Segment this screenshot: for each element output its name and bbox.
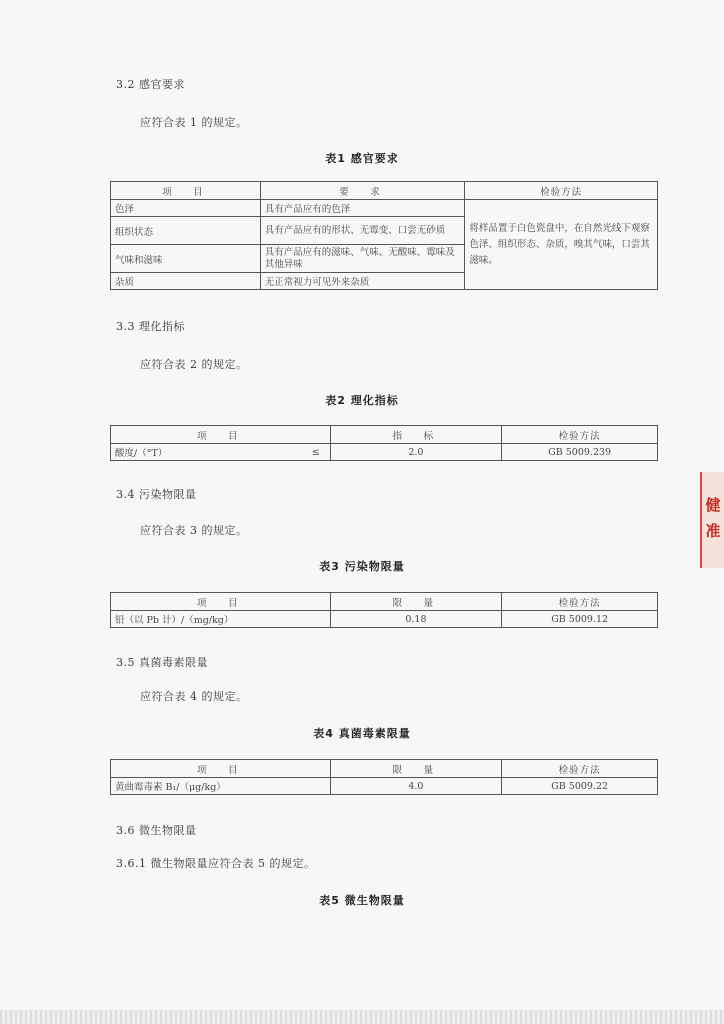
table1-row1-req: 具有产品应有的色泽 [260,200,465,217]
section-3-6-heading: 3.6 微生物限量 [116,824,197,837]
section-3-3-heading: 3.3 理化指标 [116,320,185,333]
table1-row2-req: 具有产品应有的形状、无霉变、口尝无砂质 [260,217,465,245]
side-tab-char-2: 准 [705,522,721,540]
table1-header-method: 检验方法 [465,182,658,200]
section-3-3-text: 应符合表 2 的规定。 [140,358,248,371]
table3-row-item: 铅（以 Pb 计）/（mg/kg） [111,611,331,628]
table1-row4-req: 无正常视力可见外来杂质 [260,273,465,290]
table3-header-item: 项 目 [111,593,331,611]
table2-row-value: 2.0 [330,444,502,461]
table1-row3-req: 具有产品应有的滋味、气味、无酸味、霉味及其他异味 [260,245,465,273]
table2-row-method: GB 5009.239 [502,444,658,461]
table1-sensory [110,181,658,290]
section-3-5-heading: 3.5 真菌毒素限量 [116,656,208,669]
table4-row-method: GB 5009.22 [502,778,658,795]
table3-row-method: GB 5009.12 [502,611,658,628]
table1-row4-item: 杂质 [111,273,261,290]
table4-header-method: 检验方法 [502,760,658,778]
table4-row-value: 4.0 [330,778,502,795]
table1-header-requirement: 要 求 [260,182,465,200]
table1-header-item: 项 目 [111,182,261,200]
section-3-6-1-text: 3.6.1 微生物限量应符合表 5 的规定。 [116,857,316,870]
section-3-2-text: 应符合表 1 的规定。 [140,116,248,129]
table4-row-item: 黄曲霉毒素 B₁/（μg/kg） [111,778,331,795]
table5-caption: 表5 微生物限量 [319,894,405,907]
table4-caption: 表4 真菌毒素限量 [313,727,411,740]
section-3-2-heading: 3.2 感官要求 [116,78,185,91]
table1-caption: 表1 感官要求 [325,152,399,165]
table1-row3-item: 气味和滋味 [111,245,261,273]
table2-header-index: 指 标 [330,426,502,444]
table4-header-item: 项 目 [111,760,331,778]
table4-mycotoxins [110,759,658,795]
table2-header-item: 项 目 [111,426,331,444]
table3-caption: 表3 污染物限量 [319,560,405,573]
table3-contaminants [110,592,658,628]
table3-header-limit: 限 量 [330,593,502,611]
table1-row1-item: 色泽 [111,200,261,217]
table1-method: 将样品置于白色瓷盘中，在自然光线下观察色泽、组织形态、杂质，嗅其气味，口尝其滋味。 [465,200,658,290]
table1-row2-item: 组织状态 [111,217,261,245]
table3-row-value: 0.18 [330,611,502,628]
table2-caption: 表2 理化指标 [325,394,399,407]
side-tab-char-1: 健 [705,496,721,514]
table2-physicochemical [110,425,658,461]
table4-header-limit: 限 量 [330,760,502,778]
side-index-tab [700,472,724,568]
table2-row-operator: ≤ [302,444,330,461]
section-3-4-text: 应符合表 3 的规定。 [140,524,248,537]
table2-header-method: 检验方法 [502,426,658,444]
scan-edge-strip [0,1010,724,1024]
section-3-5-text: 应符合表 4 的规定。 [140,690,248,703]
table3-header-method: 检验方法 [502,593,658,611]
section-3-4-heading: 3.4 污染物限量 [116,488,197,501]
table2-row-item: 酸度/（°T） [111,444,303,461]
